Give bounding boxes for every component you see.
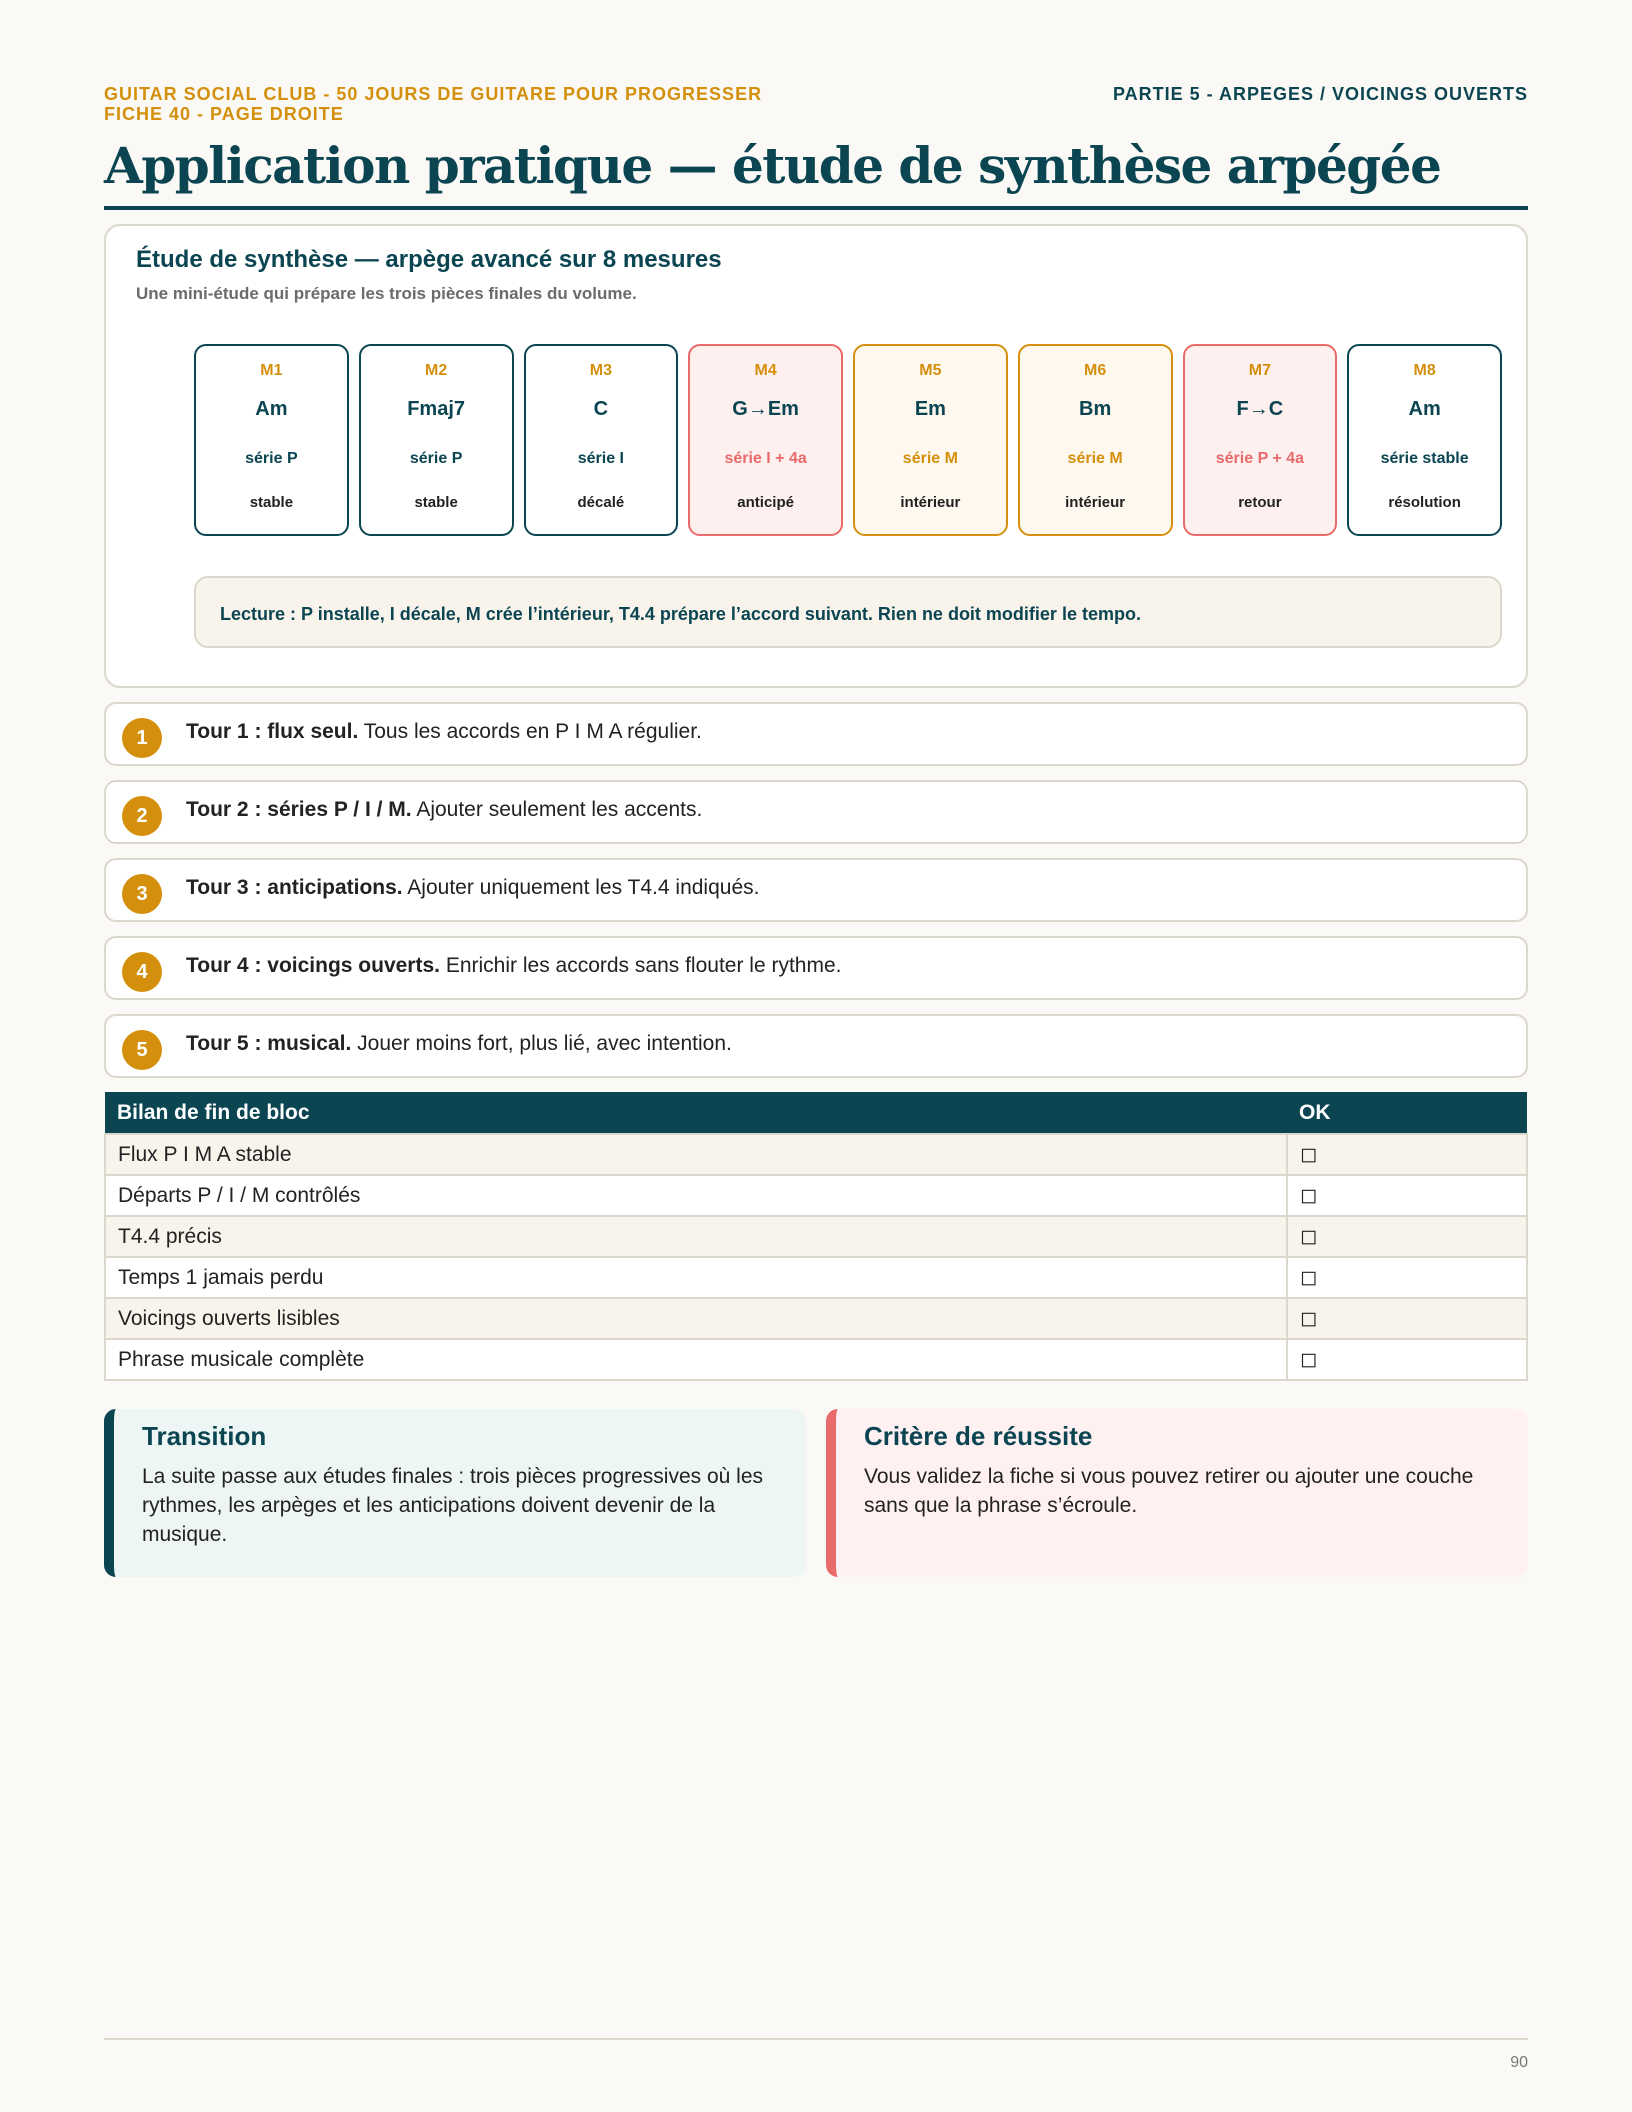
study-title: Étude de synthèse — arpège avancé sur 8 mesures bbox=[136, 246, 722, 273]
measure-description: intérieur bbox=[1065, 494, 1126, 511]
info-boxes bbox=[104, 1409, 1528, 1577]
measure-number: M1 bbox=[260, 362, 283, 379]
measure-card bbox=[1018, 344, 1173, 536]
table-row bbox=[105, 1134, 1527, 1175]
table-row bbox=[105, 1298, 1527, 1339]
step-text bbox=[186, 954, 841, 978]
transition-title: Transition bbox=[142, 1421, 267, 1451]
step-title: Tour 4 : voicings ouverts. bbox=[186, 954, 440, 977]
step-text bbox=[186, 876, 759, 900]
bilan-header-row bbox=[105, 1092, 1527, 1134]
page-number: 90 bbox=[1510, 2054, 1528, 2071]
measure-chord: Em bbox=[914, 398, 946, 420]
measure-chord: Am bbox=[255, 398, 288, 420]
table-row bbox=[105, 1175, 1527, 1216]
checkbox-icon[interactable]: ◻ bbox=[1287, 1175, 1527, 1216]
measure-serie: série stable bbox=[1380, 450, 1469, 467]
checkbox-icon[interactable]: ◻ bbox=[1287, 1216, 1527, 1257]
measure-serie: série P bbox=[409, 450, 463, 467]
transition-box bbox=[104, 1409, 806, 1577]
step-description: Ajouter uniquement les T4.4 indiqués. bbox=[402, 876, 760, 899]
measure-card bbox=[194, 344, 349, 536]
measure-chord: Fmaj7 bbox=[407, 398, 466, 420]
step-row bbox=[104, 780, 1528, 844]
bilan-criterion: Phrase musicale complète bbox=[105, 1339, 1287, 1380]
measure-number: M5 bbox=[919, 362, 942, 379]
header-part-label: PARTIE 5 - ARPEGES / VOICINGS OUVERTS bbox=[1112, 84, 1528, 104]
header-left bbox=[104, 84, 762, 124]
bilan-table bbox=[104, 1092, 1528, 1381]
measure-card bbox=[524, 344, 679, 536]
measure-number: M8 bbox=[1413, 362, 1436, 379]
measure-chord: F→C bbox=[1236, 398, 1284, 420]
step-number-badge: 5 bbox=[122, 1030, 162, 1070]
measure-serie: série I bbox=[577, 450, 624, 467]
bilan-header-label: Bilan de fin de bloc bbox=[105, 1092, 1287, 1134]
checkbox-icon[interactable]: ◻ bbox=[1287, 1339, 1527, 1380]
table-row bbox=[105, 1257, 1527, 1298]
measure-number: M4 bbox=[754, 362, 777, 379]
header-book-title: GUITAR SOCIAL CLUB - 50 JOURS DE GUITARE POUR PROGRESSER bbox=[104, 84, 763, 104]
criteria-box bbox=[826, 1409, 1528, 1577]
measure-number: M6 bbox=[1084, 362, 1107, 379]
measure-description: décalé bbox=[577, 494, 625, 511]
measure-description: intérieur bbox=[900, 494, 961, 511]
step-title: Tour 1 : flux seul. bbox=[186, 720, 359, 743]
measure-serie: série P bbox=[245, 450, 298, 467]
measure-serie: série M bbox=[902, 450, 958, 467]
step-text bbox=[186, 720, 702, 744]
step-text bbox=[186, 798, 702, 822]
bilan-criterion: Départs P / I / M contrôlés bbox=[105, 1175, 1287, 1216]
measure-description: résolution bbox=[1388, 494, 1461, 511]
measure-card bbox=[853, 344, 1008, 536]
measure-serie: série M bbox=[1067, 450, 1123, 467]
step-row bbox=[104, 702, 1528, 766]
measure-serie: série I + 4a bbox=[724, 450, 807, 467]
measure-description: anticipé bbox=[737, 494, 794, 511]
header-sheet-label: FICHE 40 - PAGE DROITE bbox=[104, 104, 344, 124]
step-row bbox=[104, 1014, 1528, 1078]
checkbox-icon[interactable]: ◻ bbox=[1287, 1134, 1527, 1175]
reading-note: Lecture : P installe, I décale, M crée l’intérieur, T4.4 prépare l’accord suivant. Rien ne doit modifier le tempo. bbox=[194, 576, 1502, 648]
measure-card bbox=[688, 344, 843, 536]
measure-number: M2 bbox=[425, 362, 448, 379]
measure-card bbox=[1183, 344, 1338, 536]
step-number-badge: 2 bbox=[122, 796, 162, 836]
step-title: Tour 3 : anticipations. bbox=[186, 876, 403, 899]
checkbox-icon[interactable]: ◻ bbox=[1287, 1298, 1527, 1339]
step-description: Jouer moins fort, plus lié, avec intention. bbox=[351, 1032, 732, 1055]
step-row bbox=[104, 936, 1528, 1000]
step-description: Ajouter seulement les accents. bbox=[411, 798, 703, 821]
table-row bbox=[105, 1339, 1527, 1380]
measure-description: retour bbox=[1238, 494, 1282, 511]
step-title: Tour 5 : musical. bbox=[186, 1032, 352, 1055]
step-text bbox=[186, 1032, 732, 1056]
bilan-criterion: Temps 1 jamais perdu bbox=[105, 1257, 1287, 1298]
study-subtitle: Une mini-étude qui prépare les trois pièces finales du volume. bbox=[136, 284, 637, 303]
page-title: Application pratique — étude de synthèse arpégée bbox=[104, 136, 1528, 210]
transition-text: La suite passe aux études finales : trois pièces progressives où les rythmes, les arpèges et les anticipations doivent devenir de la musique. bbox=[142, 1465, 764, 1546]
table-row bbox=[105, 1216, 1527, 1257]
measure-grid bbox=[194, 344, 1502, 536]
page bbox=[104, 84, 1528, 1577]
step-row bbox=[104, 858, 1528, 922]
step-description: Tous les accords en P I M A régulier. bbox=[358, 720, 702, 743]
steps-list bbox=[104, 702, 1528, 1078]
step-title: Tour 2 : séries P / I / M. bbox=[186, 798, 412, 821]
measure-number: M3 bbox=[589, 362, 612, 379]
criteria-text: Vous validez la fiche si vous pouvez retirer ou ajouter une couche sans que la phrase s’écroule. bbox=[864, 1465, 1474, 1517]
measure-chord: C bbox=[593, 398, 609, 420]
measure-chord: G→Em bbox=[732, 398, 799, 420]
measure-description: stable bbox=[414, 494, 458, 511]
step-number-badge: 4 bbox=[122, 952, 162, 992]
measure-card bbox=[359, 344, 514, 536]
criteria-title: Critère de réussite bbox=[864, 1421, 1093, 1451]
measure-number: M7 bbox=[1248, 362, 1271, 379]
step-number-badge: 3 bbox=[122, 874, 162, 914]
measure-chord: Bm bbox=[1079, 398, 1112, 420]
checkbox-icon[interactable]: ◻ bbox=[1287, 1257, 1527, 1298]
step-description: Enrichir les accords sans flouter le rythme. bbox=[440, 954, 842, 977]
bilan-criterion: T4.4 précis bbox=[105, 1216, 1287, 1257]
bilan-criterion: Flux P I M A stable bbox=[105, 1134, 1287, 1175]
page-header bbox=[104, 84, 1528, 124]
study-panel bbox=[104, 224, 1528, 688]
measure-serie: série P + 4a bbox=[1215, 450, 1304, 467]
footer-divider bbox=[104, 2038, 1528, 2040]
bilan-header-ok: OK bbox=[1287, 1092, 1527, 1134]
measure-description: stable bbox=[249, 494, 294, 511]
measure-card bbox=[1347, 344, 1502, 536]
bilan-criterion: Voicings ouverts lisibles bbox=[105, 1298, 1287, 1339]
step-number-badge: 1 bbox=[122, 718, 162, 758]
measure-chord: Am bbox=[1408, 398, 1441, 420]
